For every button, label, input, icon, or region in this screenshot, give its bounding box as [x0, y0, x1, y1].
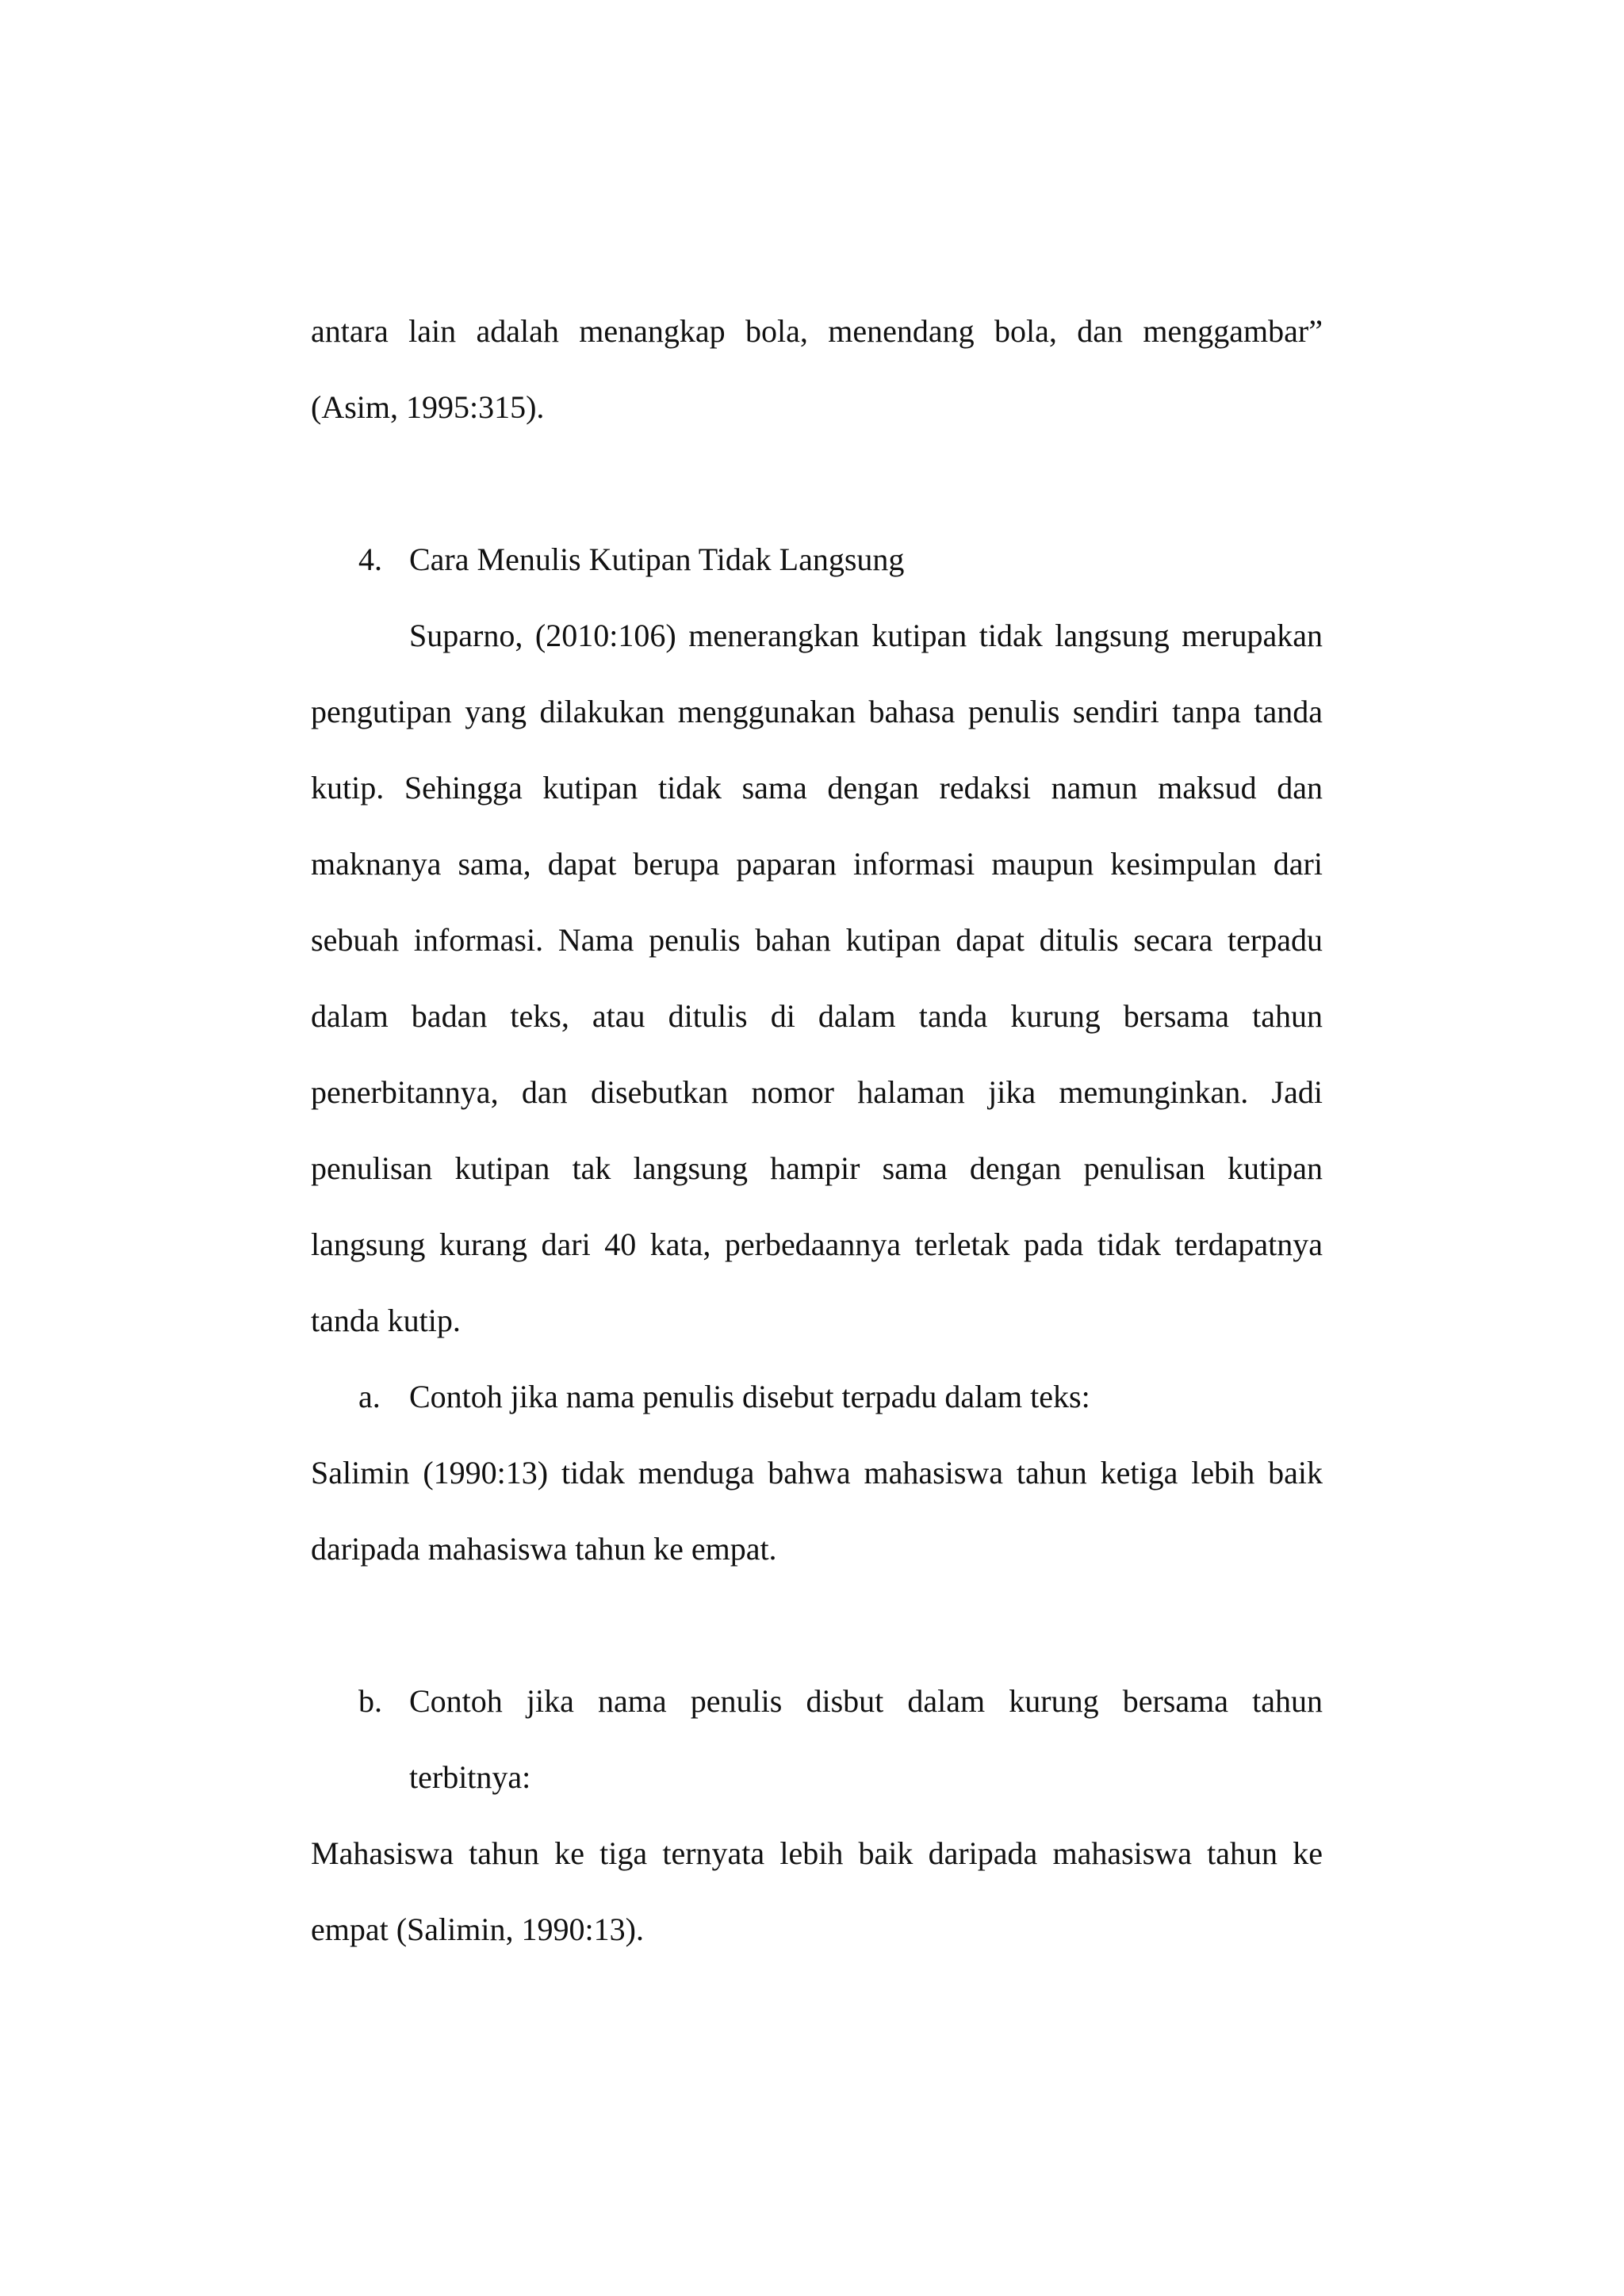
example-line: empat (Salimin, 1990:13). — [311, 1911, 644, 1947]
heading-number: 4. — [358, 541, 382, 577]
list-item-b — [358, 1682, 1323, 1720]
paragraph-line: penerbitannya, dan disebutkan nomor halaman jika memunginkan. Jadi — [311, 1074, 1323, 1110]
list-item-text: Contoh jika nama penulis disebut terpadu dalam teks: — [409, 1379, 1090, 1414]
list-item-text-continued: terbitnya: — [409, 1759, 531, 1795]
paragraph-line: antara lain adalah menangkap bola, menendang bola, dan menggambar” — [311, 313, 1323, 349]
paragraph-line: langsung kurang dari 40 kata, perbedaannya terletak pada tidak terdapatnya — [311, 1226, 1323, 1262]
example-line: Salimin (1990:13) tidak menduga bahwa mahasiswa tahun ketiga lebih baik — [311, 1455, 1323, 1490]
paragraph-line: pengutipan yang dilakukan menggunakan bahasa penulis sendiri tanpa tanda — [311, 694, 1323, 729]
paragraph-line: kutip. Sehingga kutipan tidak sama dengan redaksi namun maksud dan — [311, 770, 1323, 806]
paragraph-line: penulisan kutipan tak langsung hampir sama dengan penulisan kutipan — [311, 1150, 1323, 1186]
example-line: Mahasiswa tahun ke tiga ternyata lebih baik daripada mahasiswa tahun ke — [311, 1835, 1323, 1871]
list-marker: a. — [358, 1379, 381, 1414]
section-heading — [358, 541, 1323, 579]
paragraph-line: sebuah informasi. Nama penulis bahan kutipan dapat ditulis secara terpadu — [311, 922, 1323, 958]
paragraph-line: tanda kutip. — [311, 1303, 461, 1338]
paragraph-line: dalam badan teks, atau ditulis di dalam tanda kurung bersama tahun — [311, 998, 1323, 1034]
paragraph-line: maknanya sama, dapat berupa paparan informasi maupun kesimpulan dari — [311, 846, 1323, 882]
heading-text: Cara Menulis Kutipan Tidak Langsung — [409, 541, 905, 577]
list-item-a — [358, 1378, 1323, 1416]
list-marker: b. — [358, 1683, 382, 1719]
list-item-text: Contoh jika nama penulis disbut dalam kurung bersama tahun — [409, 1683, 1323, 1719]
paragraph-line: (Asim, 1995:315). — [311, 389, 545, 425]
paragraph-line: Suparno, (2010:106) menerangkan kutipan tidak langsung merupakan — [409, 618, 1323, 653]
example-line: daripada mahasiswa tahun ke empat. — [311, 1531, 777, 1567]
